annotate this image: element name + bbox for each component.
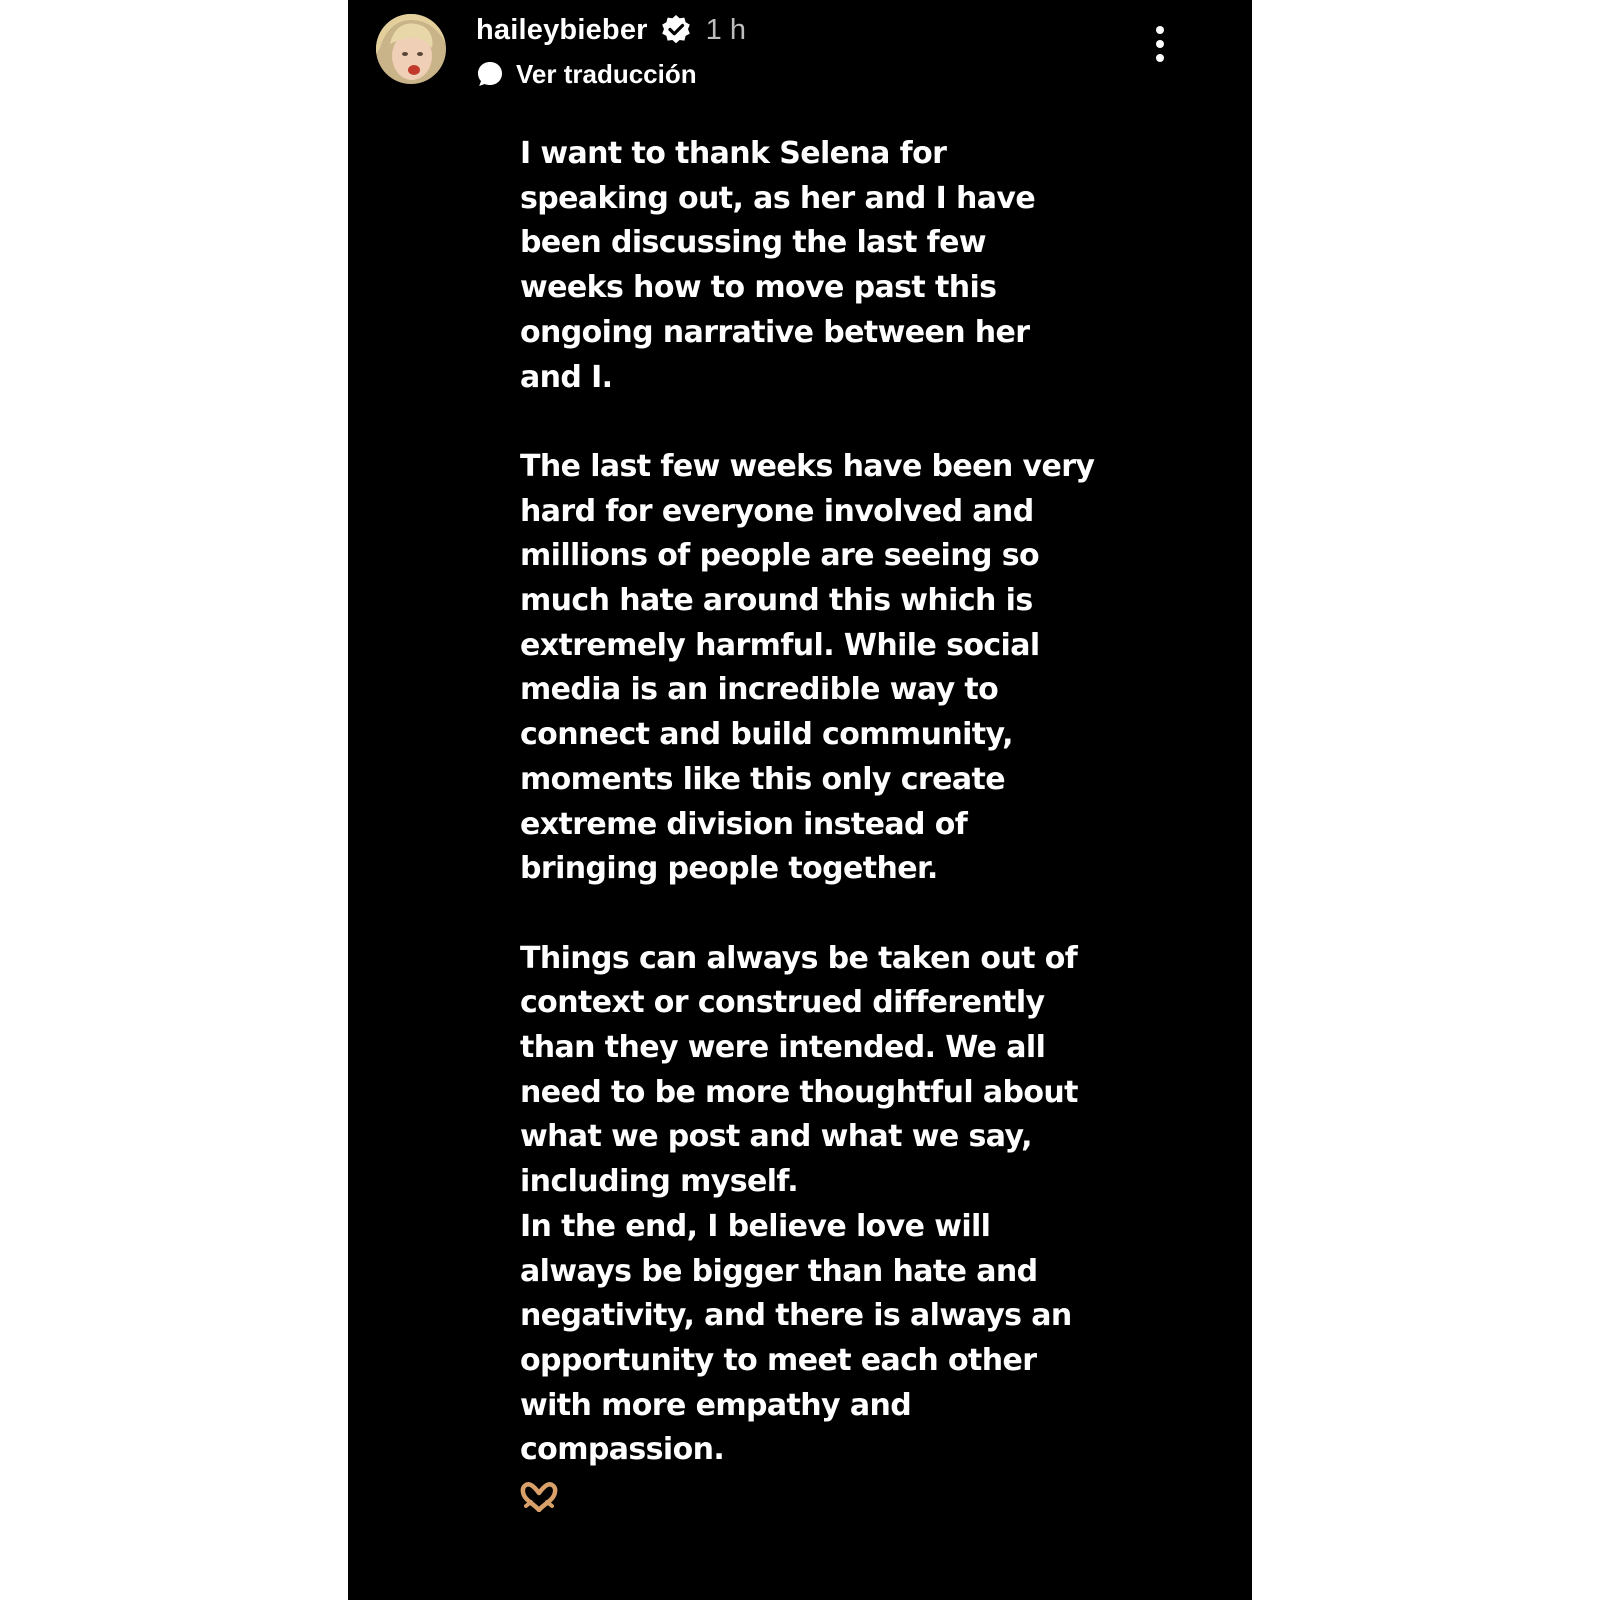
story-paragraph-3: Things can always be taken out of context or construed differently than they were intended. We all need to be more thoughtful about what we post and what we say, including myself. — [520, 940, 1078, 1200]
story-header — [476, 8, 746, 94]
heart-hands-emoji — [520, 1481, 558, 1511]
see-translation-label: Ver traducción — [516, 58, 697, 89]
story-text — [520, 132, 1200, 1511]
avatar[interactable] — [376, 14, 446, 84]
story-paragraph-4: In the end, I believe love will always be bigger than hate and negativity, and there is always an opportunity to meet each other with more empathy and compassion. — [520, 1208, 1072, 1468]
see-translation-button[interactable] — [476, 54, 746, 94]
username[interactable]: haileybieber — [476, 13, 648, 46]
story-paragraph-2: The last few weeks have been very hard for everyone involved and millions of people are seeing so much hate around this which is extremely harmful. While social media is an incredible way to connect and build community, moments like this only create extreme division instead of bringing people together. — [520, 448, 1095, 887]
story-paragraph-1: I want to thank Selena for speaking out, as her and I have been discussing the last few weeks how to move past this ongoing narrative between her and I. — [520, 136, 1036, 395]
speech-bubble-icon — [476, 60, 504, 88]
user-row — [476, 8, 746, 52]
story-viewer[interactable] — [348, 0, 1252, 1600]
avatar-image — [376, 14, 446, 84]
verified-badge-icon — [660, 14, 692, 46]
more-options-button[interactable] — [1148, 26, 1172, 70]
post-time: 1 h — [705, 13, 746, 46]
more-options-icon — [1148, 26, 1172, 62]
